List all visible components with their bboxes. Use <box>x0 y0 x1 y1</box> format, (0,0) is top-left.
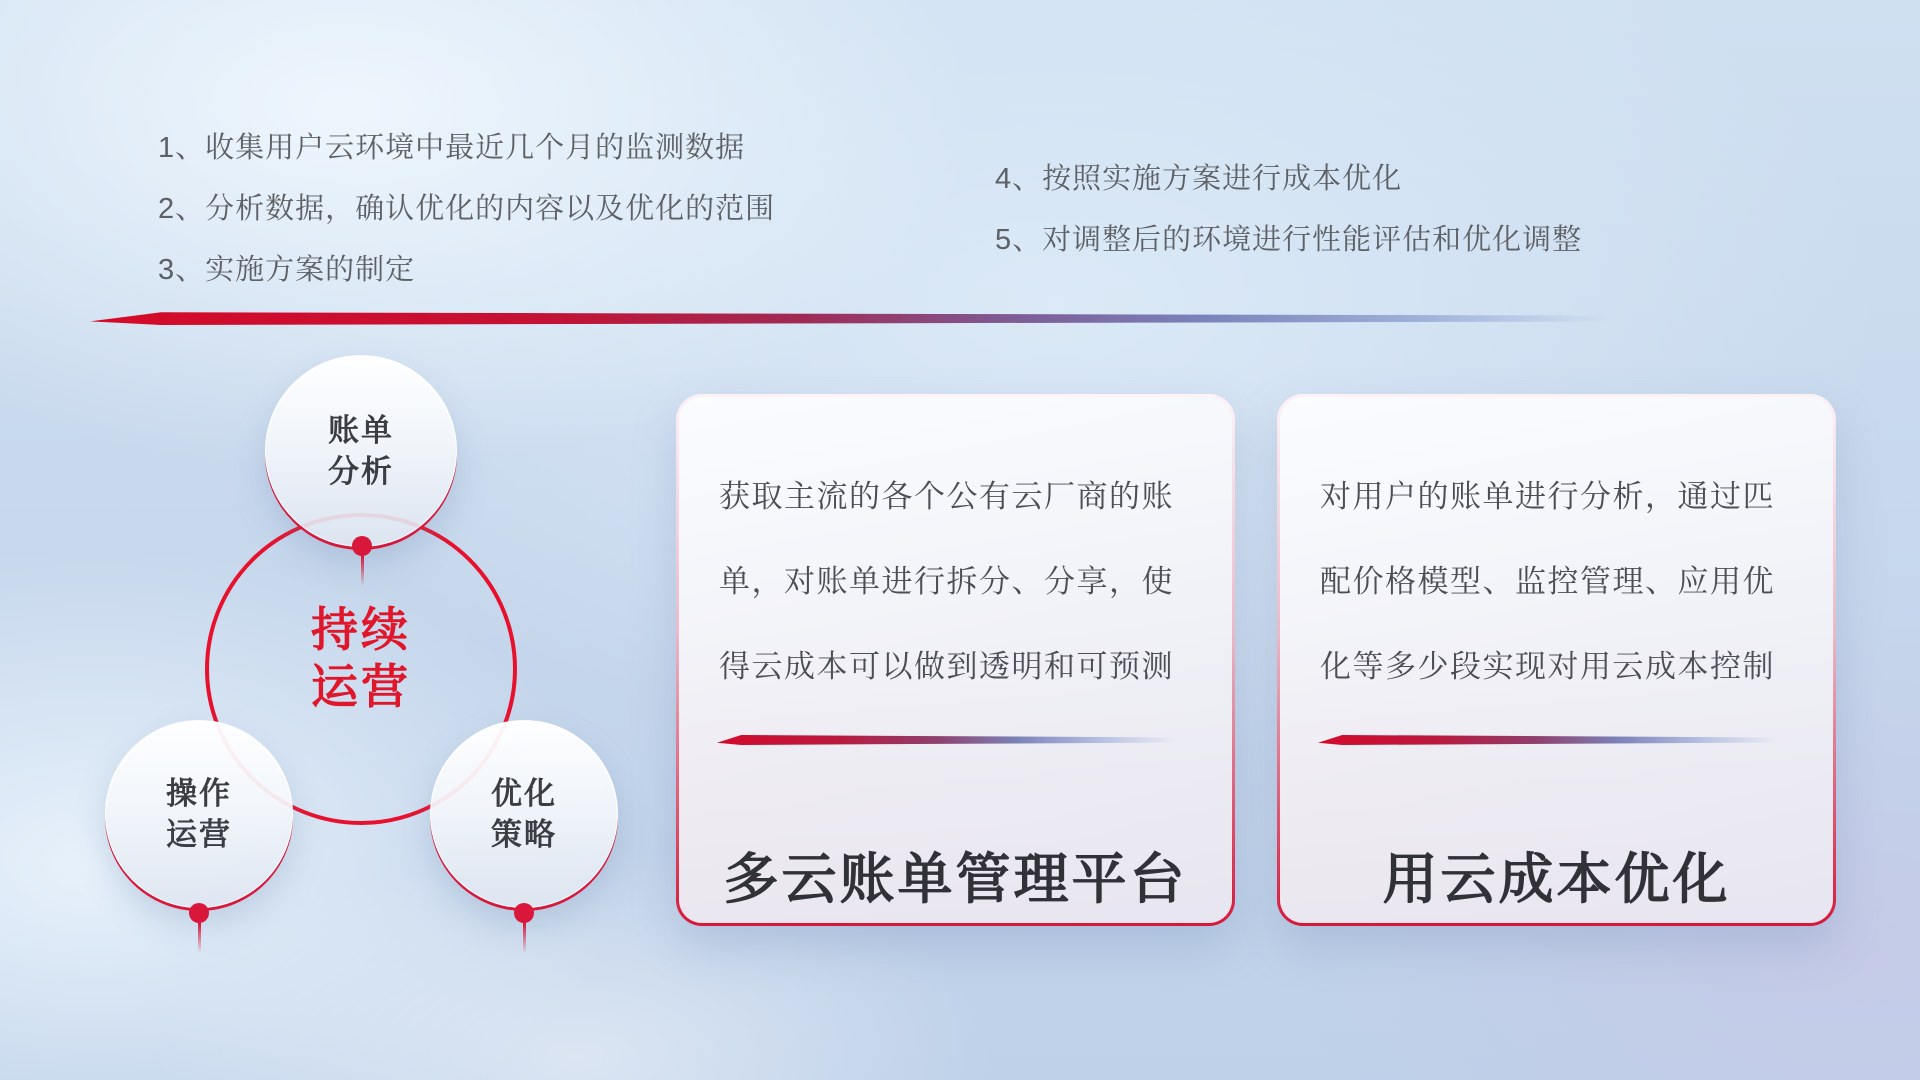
body-line: 单，对账单进行拆分、分享，使 <box>719 564 1174 599</box>
node-bill-analysis <box>265 355 457 547</box>
card-cost-optimization-title: 用云成本优化 <box>1382 848 1731 910</box>
card-cost-optimization-inner <box>1280 397 1833 923</box>
body-line: 获取主流的各个公有云厂商的账 <box>719 479 1174 514</box>
node-optimize-strategy-line2: 策略 <box>491 817 557 852</box>
body-line: 得云成本可以做到透明和可预测 <box>719 649 1174 684</box>
node-bill-analysis-line2: 分析 <box>328 454 394 489</box>
node-operation <box>105 720 293 908</box>
card-divider-swoosh <box>1318 735 1802 745</box>
step-item-5: 5、对调整后的环境进行性能评估和优化调整 <box>995 224 1583 256</box>
pin-needle-top <box>361 556 364 586</box>
node-bill-analysis-line1: 账单 <box>328 413 394 448</box>
pin-needle-right <box>523 923 526 953</box>
card-cost-optimization <box>1277 394 1836 926</box>
card-multicloud-billing-body <box>719 451 1202 706</box>
step-item-2: 2、分析数据，确认优化的内容以及优化的范围 <box>158 193 776 225</box>
pin-dot-left <box>189 903 209 923</box>
step-item-3: 3、实施方案的制定 <box>158 254 416 286</box>
cycle-center-label <box>205 601 517 715</box>
body-line: 对用户的账单进行分析，通过匹 <box>1320 479 1775 514</box>
node-optimize-strategy <box>430 720 618 908</box>
body-line: 化等多少段实现对用云成本控制 <box>1320 649 1775 684</box>
body-line: 配价格模型、监控管理、应用优 <box>1320 564 1775 599</box>
process-steps-right <box>995 146 1582 268</box>
node-operation-line1: 操作 <box>166 776 232 811</box>
cycle-center-line1: 持续 <box>311 603 411 656</box>
card-cost-optimization-body <box>1320 451 1803 706</box>
card-multicloud-billing-title: 多云账单管理平台 <box>723 848 1188 910</box>
pin-dot-top <box>352 536 372 556</box>
card-multicloud-billing-inner <box>679 397 1232 923</box>
cycle-diagram <box>0 0 700 1080</box>
node-operation-line2: 运营 <box>166 817 232 852</box>
node-optimize-strategy-line1: 优化 <box>491 776 557 811</box>
cycle-center-line2: 运营 <box>311 660 411 713</box>
step-item-4: 4、按照实施方案进行成本优化 <box>995 163 1403 195</box>
pin-needle-left <box>198 923 201 953</box>
card-divider-swoosh <box>717 735 1201 745</box>
card-multicloud-billing <box>676 394 1235 926</box>
step-item-1: 1、收集用户云环境中最近几个月的监测数据 <box>158 132 746 164</box>
pin-dot-right <box>514 903 534 923</box>
